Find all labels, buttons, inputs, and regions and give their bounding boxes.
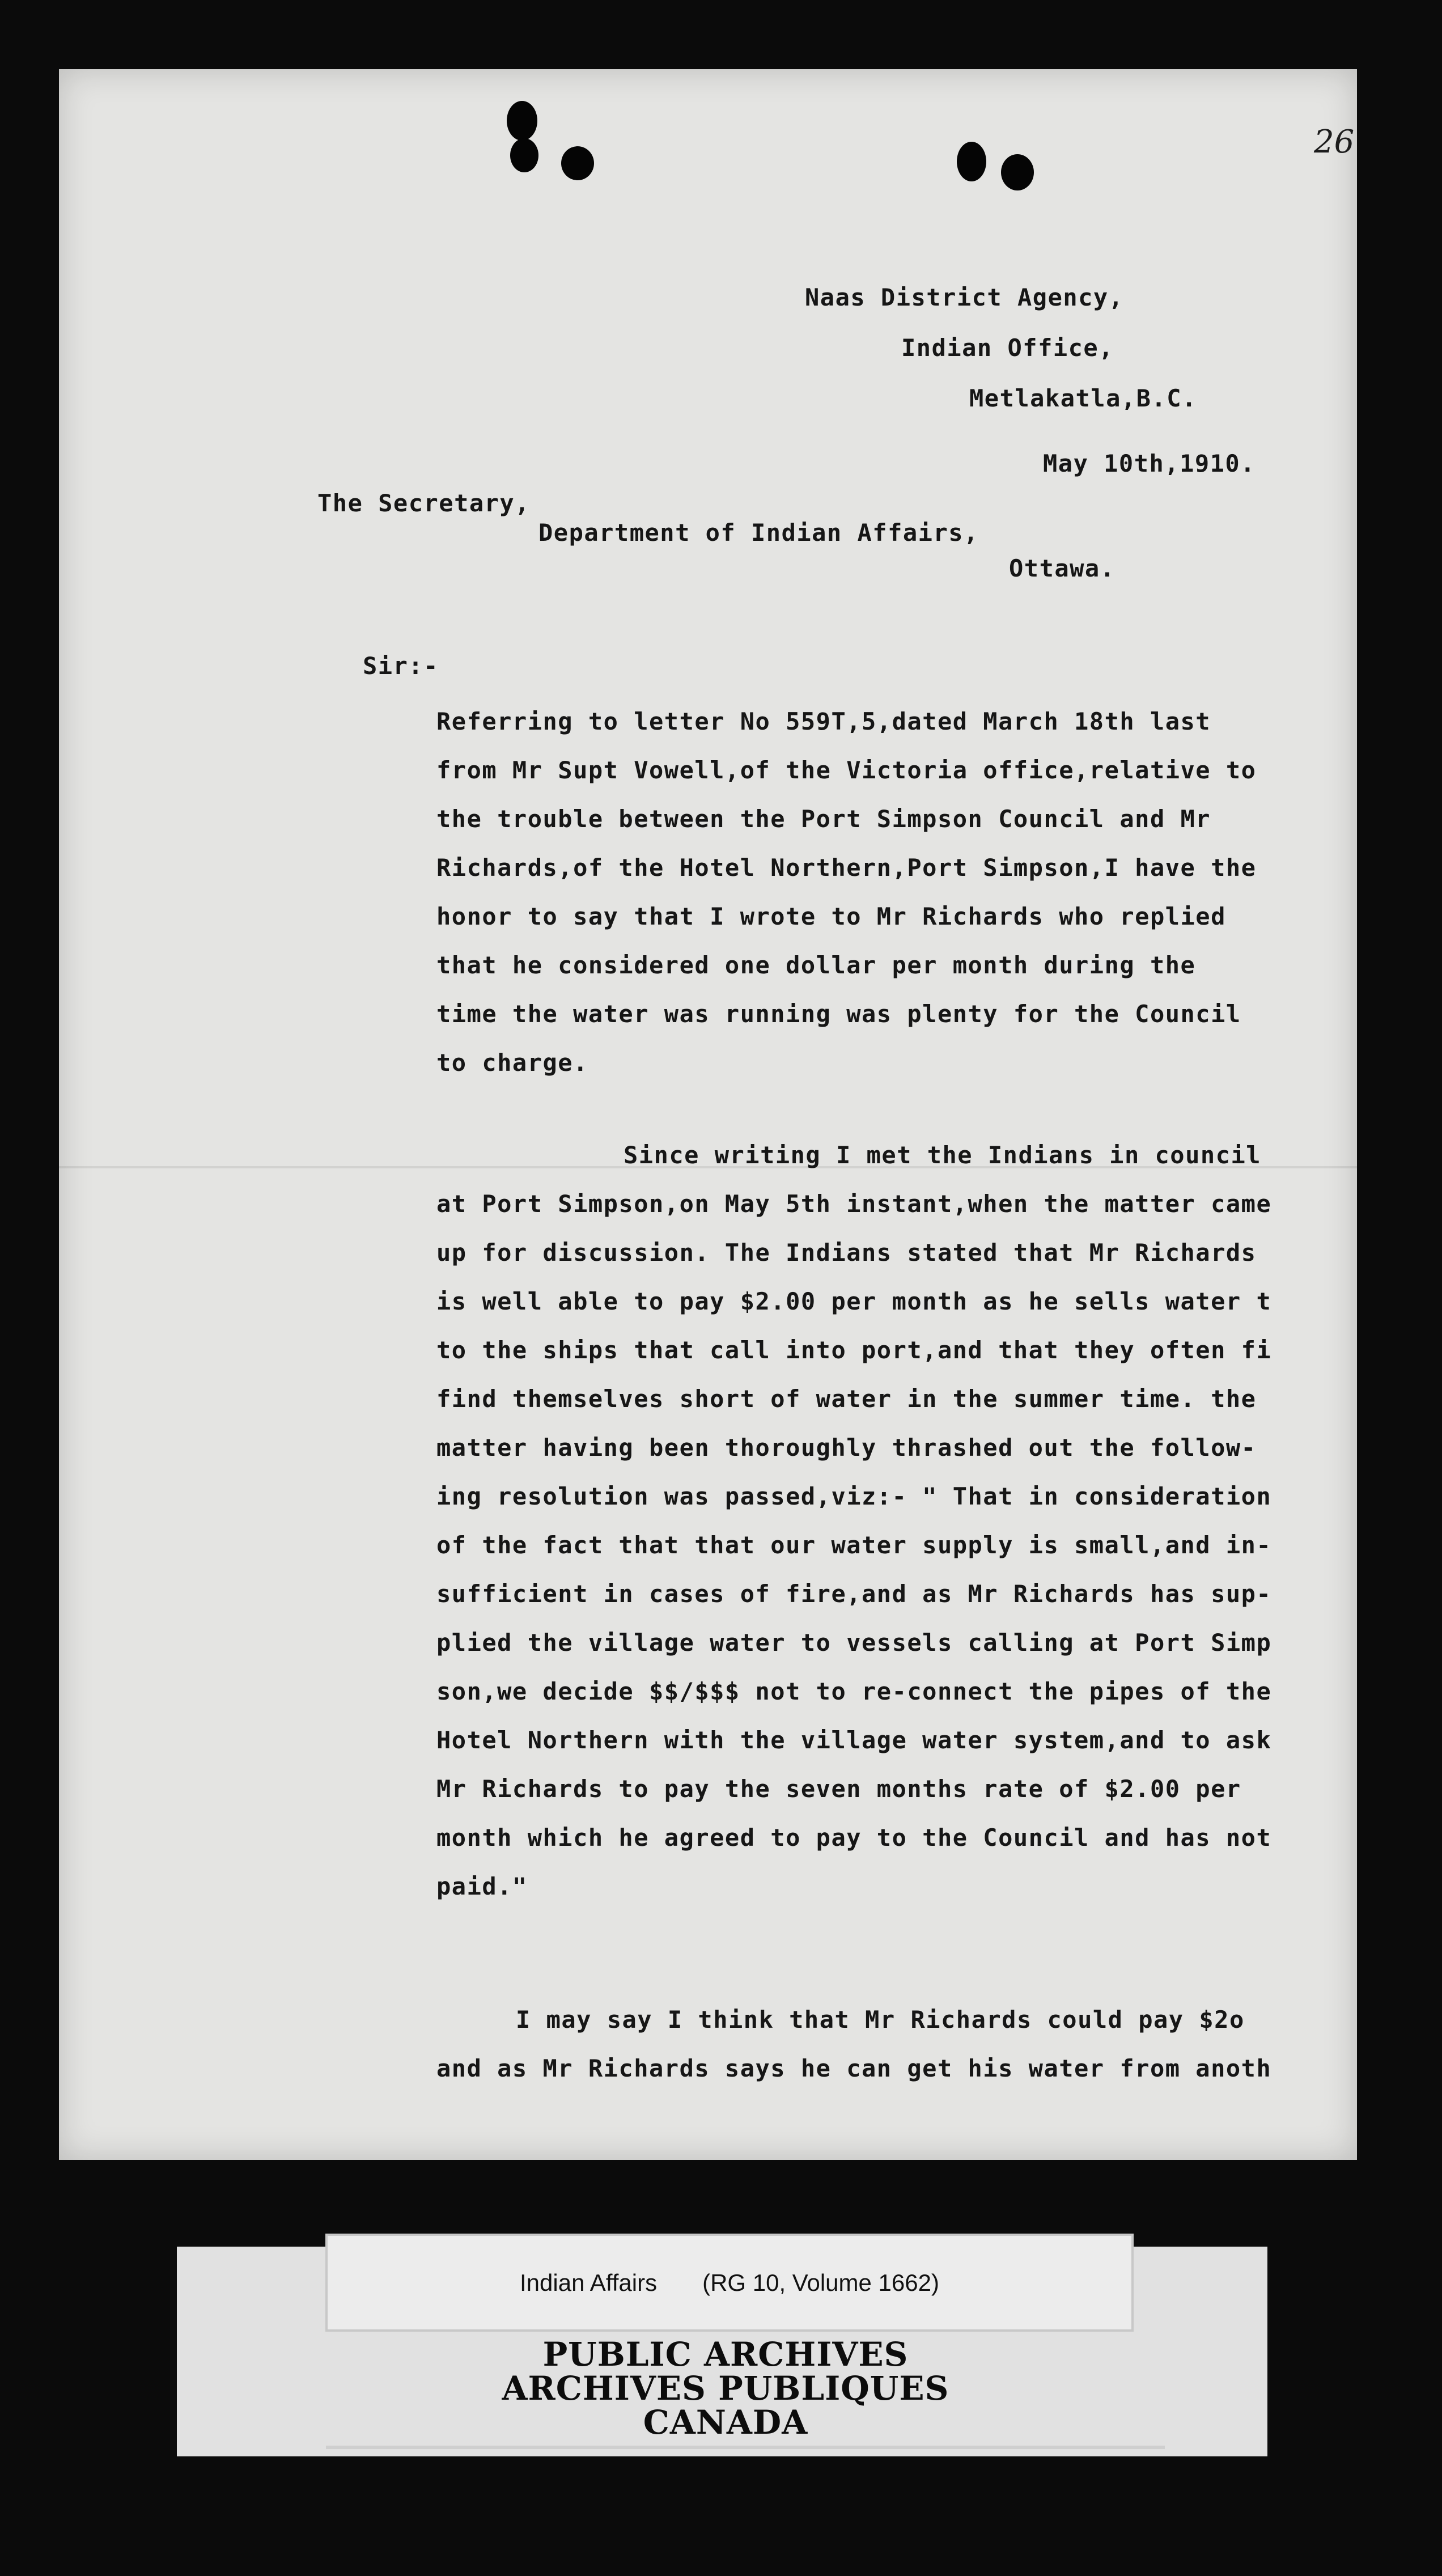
salutation: Sir:- bbox=[363, 652, 439, 680]
text-line: find themselves short of water in the summer time. the bbox=[436, 1385, 1257, 1413]
text-line: honor to say that I wrote to Mr Richards who replied bbox=[436, 903, 1226, 930]
stamp-line: ARCHIVES PUBLIQUES bbox=[502, 2369, 949, 2408]
archive-stamp bbox=[317, 2334, 1134, 2442]
text-line: Hotel Northern with the village water system,and to ask bbox=[436, 1726, 1272, 1754]
place-name: Metlakatla,B.C. bbox=[969, 384, 1197, 412]
paragraph-3 bbox=[436, 1995, 1343, 2093]
text-line: paid." bbox=[436, 1872, 528, 1900]
stamp-line: CANADA bbox=[643, 2403, 808, 2442]
text-line: at Port Simpson,on May 5th instant,when the matter came bbox=[436, 1190, 1272, 1218]
punch-hole bbox=[510, 138, 538, 172]
punch-hole bbox=[561, 146, 594, 180]
paragraph-1 bbox=[436, 697, 1332, 1087]
text-line: Referring to letter No 559T,5,dated March 18th last bbox=[436, 707, 1211, 735]
addressee-department: Department of Indian Affairs, bbox=[538, 519, 979, 546]
addressee-title: The Secretary, bbox=[317, 489, 531, 517]
text-line: sufficient in cases of fire,and as Mr Richards has sup- bbox=[436, 1580, 1272, 1608]
text-line: of the fact that that our water supply is small,and in- bbox=[436, 1531, 1272, 1559]
addressee-city: Ottawa. bbox=[1009, 554, 1116, 582]
text-line: ing resolution was passed,viz:- " That in consideration bbox=[436, 1482, 1272, 1510]
text-line: the trouble between the Port Simpson Council and Mr bbox=[436, 805, 1211, 833]
text-line: plied the village water to vessels calling at Port Simp bbox=[436, 1629, 1272, 1656]
text-line: time the water was running was plenty for the Council bbox=[436, 1000, 1241, 1028]
text-line: and as Mr Richards says he can get his water from anoth bbox=[436, 2054, 1272, 2082]
page-number: 26 bbox=[1314, 124, 1355, 160]
stamp-line: PUBLIC ARCHIVES bbox=[542, 2335, 909, 2374]
punch-hole bbox=[957, 142, 986, 181]
text-line: that he considered one dollar per month during the bbox=[436, 951, 1196, 979]
text-line: up for discussion. The Indians stated that Mr Richards bbox=[436, 1239, 1257, 1266]
agency-name: Naas District Agency, bbox=[805, 283, 1124, 311]
text-line: to the ships that call into port,and that they often fi bbox=[436, 1336, 1272, 1364]
punch-hole bbox=[1001, 154, 1034, 190]
letter-date: May 10th,1910. bbox=[1043, 450, 1256, 477]
paragraph-2 bbox=[436, 1131, 1343, 1911]
text-line: month which he agreed to pay to the Council and has not bbox=[436, 1824, 1272, 1852]
text-line: matter having been thoroughly thrashed out the follow- bbox=[436, 1434, 1257, 1461]
punch-hole bbox=[507, 101, 537, 141]
collection-volume: (RG 10, Volume 1662) bbox=[702, 2269, 939, 2296]
text-line: is well able to pay $2.00 per month as he sells water t bbox=[436, 1287, 1272, 1315]
text-line: to charge. bbox=[436, 1049, 588, 1077]
text-line: son,we decide $$/$$$ not to re-connect the pipes of the bbox=[436, 1677, 1272, 1705]
text-line: Mr Richards to pay the seven months rate of $2.00 per bbox=[436, 1775, 1241, 1803]
text-line: Since writing I met the Indians in council bbox=[624, 1141, 1262, 1169]
office-name: Indian Office, bbox=[901, 334, 1114, 362]
label-divider bbox=[326, 2446, 1165, 2449]
text-line: I may say I think that Mr Richards could pay $2o bbox=[516, 2006, 1245, 2033]
collection-name: Indian Affairs bbox=[520, 2269, 658, 2296]
text-line: Richards,of the Hotel Northern,Port Simpson,I have the bbox=[436, 854, 1257, 882]
collection-reference bbox=[325, 2234, 1134, 2332]
text-line: from Mr Supt Vowell,of the Victoria office,relative to bbox=[436, 756, 1257, 784]
